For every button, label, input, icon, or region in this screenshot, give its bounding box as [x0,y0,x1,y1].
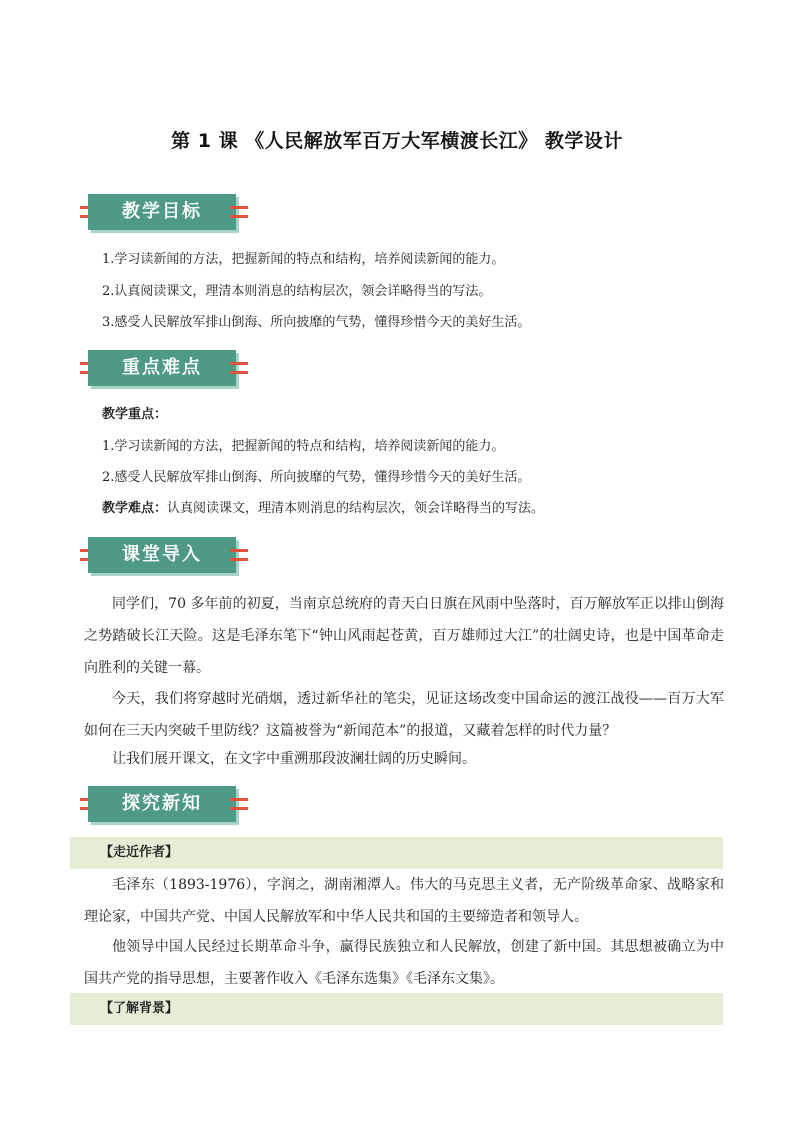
intro-paragraph: 让我们展开课文，在文字中重溯那段波澜壮阔的历史瞬间。 [112,751,476,767]
focus-label-text: 教学重点： [102,407,168,422]
difficulty-label: 教学难点： [102,501,168,516]
author-band [70,837,723,869]
intro-paragraph: 同学们，70 多年前的初夏，当南京总统府的青天白日旗在风雨中坠落时，百万解放军正以排山倒海之势踏破长江天险。这是毛泽东笔下“钟山风雨起苍黄，百万雄师过大江”的壮阔史诗，也是中国革命走向胜利的关键一幕。 [84,596,724,676]
decor-bars-icon [230,549,248,562]
difficulty-line [102,499,544,519]
author-paragraph: 毛泽东（1893-1976），字润之，湖南湘潭人。伟大的马克思主义者，无产阶级革命家、战略家和理论家，中国共产党、中国人民解放军和中华人民共和国的主要缔造者和领导人。 [84,877,724,925]
author-band-label: 【走近作者】 [100,845,179,860]
objective-item: 2.认真阅读课文，理清本则消息的结构层次，领会详略得当的写法。 [102,284,492,299]
focus-item: 1.学习读新闻的方法，把握新闻的特点和结构，培养阅读新闻的能力。 [102,439,505,454]
focus-item: 2.感受人民解放军排山倒海、所向披靡的气势，懂得珍惜今天的美好生活。 [102,470,531,485]
section-heading-label: 教学目标 [88,194,236,230]
objective-item: 3.感受人民解放军排山倒海、所向披靡的气势，懂得珍惜今天的美好生活。 [102,315,531,330]
decor-bars-icon [230,362,248,375]
section-heading-label: 重点难点 [88,350,236,386]
difficulty-text: 认真阅读课文，理清本则消息的结构层次，领会详略得当的写法。 [167,501,545,516]
author-paragraph: 他领导中国人民经过长期革命斗争，赢得民族独立和人民解放，创建了新中国。其思想被确立为中国共产党的指导思想，主要著作收入《毛泽东选集》《毛泽东文集》。 [84,939,724,987]
decor-bars-icon [230,798,248,811]
background-band-label: 【了解背景】 [100,1001,179,1016]
section-heading-label: 探究新知 [88,786,236,822]
decor-bars-icon [230,206,248,219]
intro-paragraph: 今天，我们将穿越时光硝烟，透过新华社的笔尖，见证这场改变中国命运的渡江战役——百万大军如何在三天内突破千里防线？这篇被誉为“新闻范本”的报道，又藏着怎样的时代力量？ [84,691,724,739]
focus-label [102,405,167,425]
section-heading-objectives [80,191,248,235]
background-band [70,993,723,1025]
page-title: 第 1 课 《人民解放军百万大军横渡长江》 教学设计 [171,130,623,152]
objective-item: 1.学习读新闻的方法，把握新闻的特点和结构，培养阅读新闻的能力。 [102,252,505,267]
section-heading-label: 课堂导入 [88,537,236,573]
section-heading-intro [80,534,248,578]
section-heading-explore [80,783,248,827]
section-heading-key-points [80,347,248,391]
